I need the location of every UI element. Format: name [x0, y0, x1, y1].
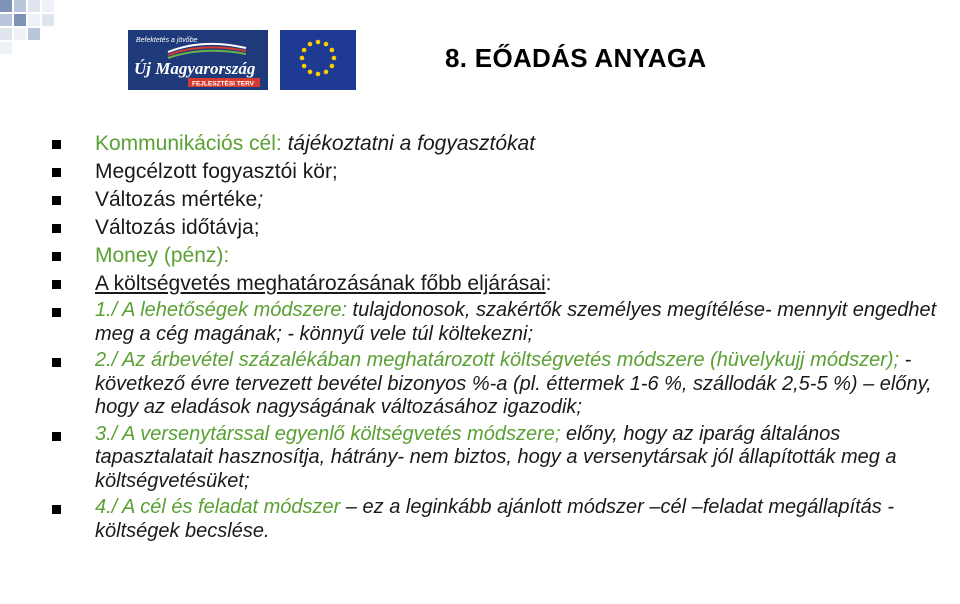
decorative-squares	[0, 0, 80, 60]
list-item	[52, 187, 952, 212]
bullet-text: - következő évre tervezett bevétel bizonyos %-a (pl. éttermek 1-6 %, szállodák 2,5-5 %) – előny, hogy az eladások nagyságának változásához igazodik;	[95, 349, 932, 418]
list-item	[52, 349, 952, 420]
bullet-icon	[52, 252, 61, 261]
bullet-label: Változás mértéke	[95, 188, 258, 211]
bullet-icon	[52, 196, 61, 205]
logo-name: Új Magyarország	[134, 59, 256, 78]
bullet-label: Money (pénz):	[95, 244, 230, 267]
bullet-label: Változás időtávja;	[95, 216, 260, 239]
list-item	[52, 243, 952, 268]
bullet-text: ;	[257, 188, 264, 211]
bullet-icon	[52, 280, 61, 289]
bullet-icon	[52, 224, 61, 233]
list-item	[52, 299, 952, 346]
bullet-text: tulajdonosok, szakértők személyes megítélése- mennyit engedhet meg a cég magának; - könnyű vele túl költekezni;	[95, 299, 937, 345]
bullet-label: 3./ A versenytárssal egyenlő költségvetés módszere;	[95, 422, 561, 445]
page-title: 8. EŐADÁS ANYAGA	[445, 43, 707, 73]
bullet-label: Kommunikációs cél:	[95, 132, 282, 155]
bullet-text: :	[545, 272, 552, 295]
bullet-icon	[52, 505, 61, 514]
bullet-text: előny, hogy az iparág általános tapasztalatait hasznosítja, hátrány- nem biztos, hogy a versenytársak jól állapították meg a költségvetésüket;	[95, 422, 897, 492]
bullet-icon	[52, 140, 61, 149]
bullet-label: 2./ Az árbevétel százalékában meghatározott költségvetés módszere (hüvelykujj módszer);	[95, 349, 900, 371]
bullet-label: A költségvetés meghatározásának főbb eljárásai	[95, 272, 546, 295]
list-item	[52, 423, 952, 494]
list-item	[52, 131, 952, 156]
bullet-label: 4./ A cél és feladat módszer	[95, 496, 341, 518]
list-item	[52, 271, 952, 296]
eu-flag-icon	[280, 30, 356, 90]
bullet-text: tájékoztatni a fogyasztókat	[281, 132, 536, 155]
bullet-label: 1./ A lehetőségek módszere:	[95, 299, 347, 321]
bullet-text: – ez a leginkább ajánlott módszer –cél –feladat megállapítás - költségek becslése.	[95, 496, 894, 542]
bullet-icon	[52, 308, 61, 317]
bullet-label: Megcélzott fogyasztói kör;	[95, 160, 338, 183]
bullet-icon	[52, 168, 61, 177]
list-item	[52, 159, 952, 184]
bullet-icon	[52, 432, 61, 441]
logo-tagline: Befektetés a jövőbe	[136, 37, 198, 44]
list-item	[52, 215, 952, 240]
logo-subtitle: FEJLESZTÉSI TERV	[192, 80, 255, 88]
bullet-icon	[52, 358, 61, 367]
uj-magyarorszag-logo	[128, 30, 268, 90]
list-item	[52, 496, 952, 543]
bullet-list	[52, 131, 952, 546]
